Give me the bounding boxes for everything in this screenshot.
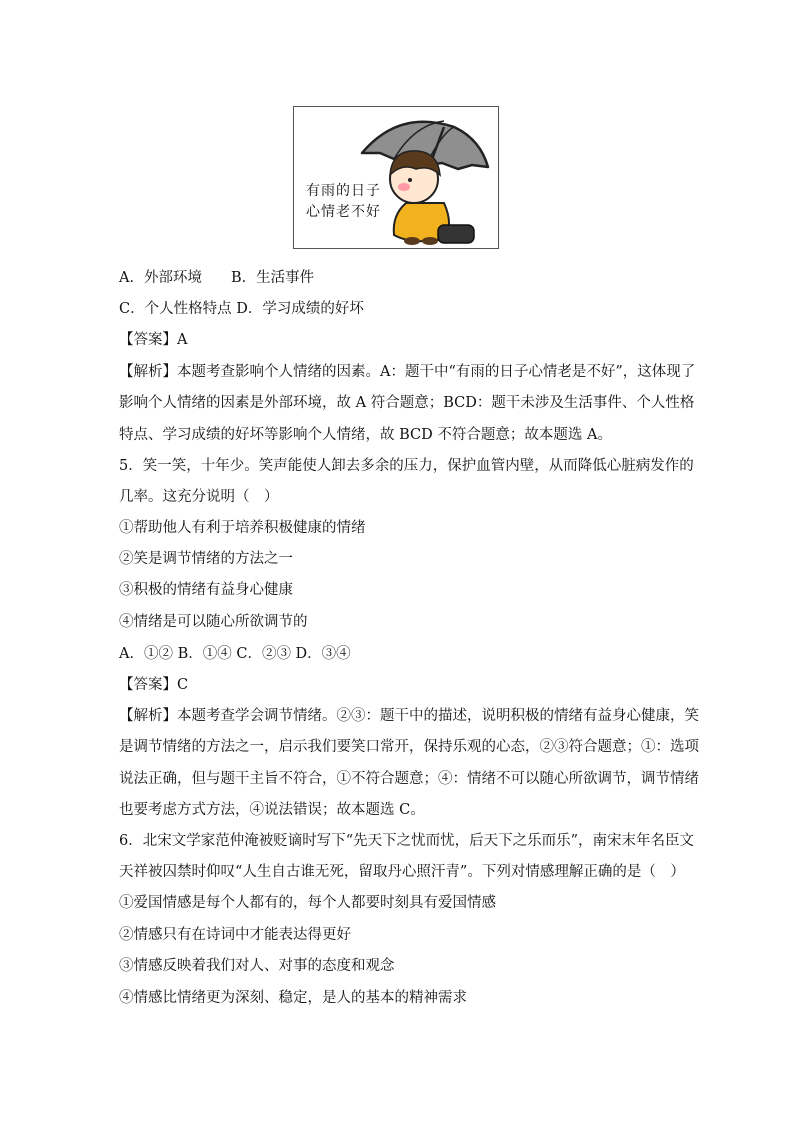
answer-label: 【答案】C (119, 677, 189, 693)
question-6-stem: 6．北宋文学家范仲淹被贬谪时写下“先天下之忧而忧，后天下之乐而乐”，南宋末年名臣文 (119, 833, 695, 849)
options-line-c-d: C．个人性格特点 D．学习成绩的好坏 (119, 301, 364, 317)
umbrella-child-icon (294, 107, 499, 249)
question-5-option: ④情绪是可以随心所欲调节的 (119, 614, 308, 630)
illustration-caption (306, 181, 381, 223)
question-6-option: ②情感只有在诗词中才能表达得更好 (119, 927, 351, 943)
rainy-day-illustration (293, 106, 499, 249)
caption-line-1: 有雨的日子 (306, 183, 381, 199)
answer-label: 【答案】A (119, 332, 188, 348)
question-6-option: ①爱国情感是每个人都有的，每个人都要时刻具有爱国情感 (119, 895, 496, 911)
question-5-option: ③积极的情绪有益身心健康 (119, 582, 293, 598)
analysis-line: 【解析】本题考查学会调节情绪。②③：题干中的描述，说明积极的情绪有益身心健康，笑 (119, 708, 699, 724)
analysis-line: 影响个人情绪的因素是外部环境，故 A 符合题意；BCD：题干未涉及生活事件、个人性格 (119, 395, 695, 411)
question-5-choices: A．①② B．①④ C．②③ D．③④ (119, 646, 351, 662)
analysis-line: 【解析】本题考查影响个人情绪的因素。A：题干中“有雨的日子心情老是不好”，这体现了 (119, 364, 696, 380)
options-line-a-b: A．外部环境 B．生活事件 (119, 270, 315, 286)
question-5-stem: 几率。这充分说明（ ） (119, 489, 279, 505)
question-5-option: ①帮助他人有利于培养积极健康的情绪 (119, 520, 366, 536)
analysis-line: 特点、学习成绩的好坏等影响个人情绪，故 BCD 不符合题意；故本题选 A。 (119, 427, 612, 443)
analysis-line: 也要考虑方式方法，④说法错误；故本题选 C。 (119, 802, 425, 818)
analysis-line: 说法正确，但与题干主旨不符合，①不符合题意；④：情绪不可以随心所欲调节，调节情绪 (119, 771, 699, 787)
question-6-option: ④情感比情绪更为深刻、稳定，是人的基本的精神需求 (119, 990, 467, 1006)
question-6-stem: 天祥被囚禁时仰叹“人生自古谁无死，留取丹心照汗青”。下列对情感理解正确的是（ ） (119, 864, 685, 880)
analysis-line: 是调节情绪的方法之一，启示我们要笑口常开，保持乐观的心态，②③符合题意；①：选项 (119, 739, 699, 755)
caption-line-2: 心情老不好 (306, 204, 381, 220)
question-5-stem: 5．笑一笑，十年少。笑声能使人卸去多余的压力，保护血管内壁，从而降低心脏病发作的 (119, 458, 694, 474)
question-6-option: ③情感反映着我们对人、对事的态度和观念 (119, 958, 395, 974)
question-5-option: ②笑是调节情绪的方法之一 (119, 551, 293, 567)
